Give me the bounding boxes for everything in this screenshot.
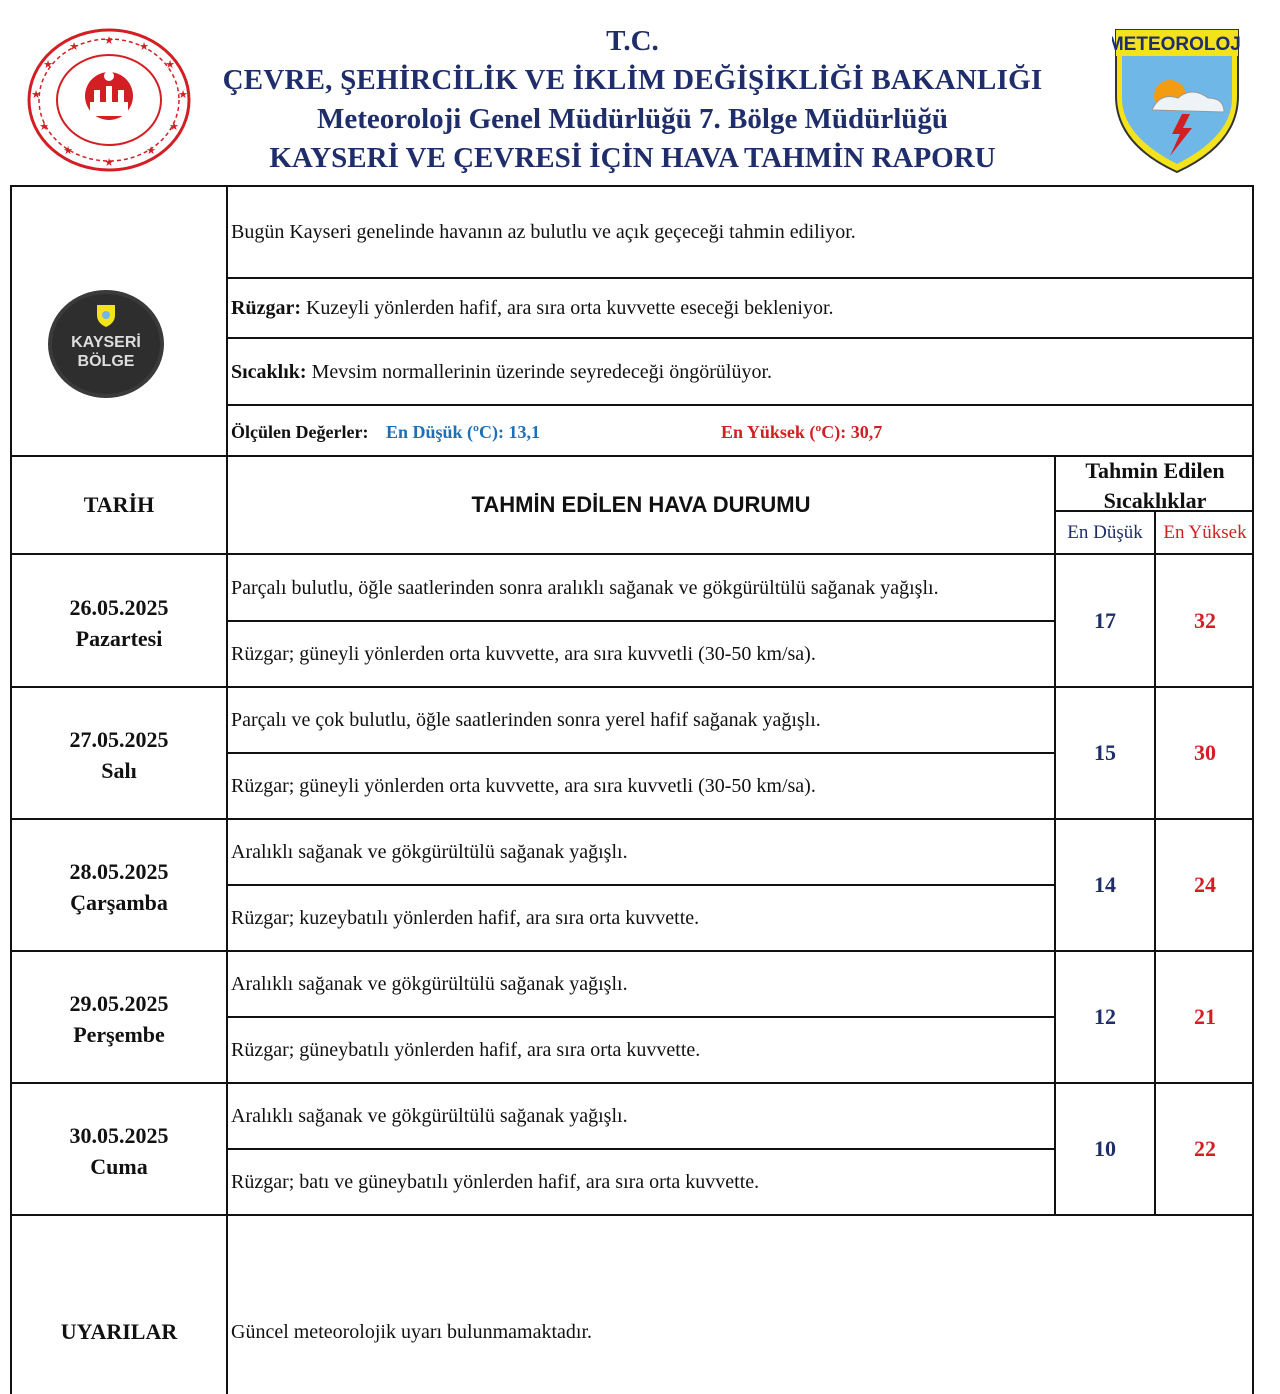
row-min-temp: 14 [1094, 872, 1116, 897]
column-header-max: En Yüksek [1163, 522, 1247, 543]
column-header-temps [1056, 456, 1254, 516]
report-header [0, 0, 1280, 186]
svg-text:★: ★ [104, 35, 114, 47]
ministry-seal-icon [26, 28, 192, 173]
row-wind: Rüzgar; güneybatılı yönlerden hafif, ara sıra orta kuvvette. [231, 1039, 701, 1061]
summary-wind [231, 296, 834, 320]
row-min-temp: 17 [1094, 608, 1116, 633]
summary-general: Bugün Kayseri genelinde havanın az bulutlu ve açık geçeceği tahmin ediliyor. [231, 221, 856, 243]
grid-hline [227, 1148, 1055, 1150]
header-line-1: T.C. [606, 25, 659, 57]
grid-hline [10, 950, 1254, 952]
grid-hline [227, 404, 1254, 406]
badge-line-2: BÖLGE [77, 353, 135, 370]
row-wind: Rüzgar; kuzeybatılı yönlerden hafif, ara sıra orta kuvvette. [231, 907, 700, 929]
column-header-forecast: TAHMİN EDİLEN HAVA DURUMU [471, 492, 811, 517]
row-min-temp: 15 [1094, 740, 1116, 765]
svg-text:★: ★ [69, 41, 79, 53]
table-row-date [12, 1120, 226, 1182]
header-titles [195, 22, 1070, 178]
table-row-date [12, 724, 226, 786]
row-wind: Rüzgar; batı ve güneybatılı yönlerden hafif, ara sıra orta kuvvette. [231, 1171, 760, 1193]
directorate-name: Meteoroloji Genel Müdürlüğü 7. Bölge Müdürlüğü [316, 103, 949, 135]
grid-hline [227, 752, 1055, 754]
row-weather: Parçalı bulutlu, öğle saatlerinden sonra aralıklı sağanak ve gökgürültülü sağanak yağışlı. [231, 577, 939, 599]
svg-text:★: ★ [165, 59, 175, 71]
grid-hline [227, 277, 1254, 279]
svg-text:★: ★ [104, 157, 114, 169]
row-day: Cuma [90, 1154, 148, 1179]
measured-min: En Düşük (ºC): 13,1 [386, 422, 540, 442]
row-day: Perşembe [73, 1022, 165, 1047]
row-weather: Aralıklı sağanak ve gökgürültülü sağanak yağışlı. [231, 841, 628, 863]
row-date: 30.05.2025 [69, 1123, 169, 1148]
row-date: 27.05.2025 [69, 727, 169, 752]
row-day: Salı [101, 758, 137, 783]
svg-text:★: ★ [63, 145, 73, 157]
grid-hline [10, 1214, 1254, 1216]
summary-temp-text: Mevsim normallerinin üzerinde seyredeceği öngörülüyor. [311, 361, 772, 383]
row-max-temp: 24 [1194, 872, 1216, 897]
row-weather: Parçalı ve çok bulutlu, öğle saatlerinden sonra yerel hafif sağanak yağışlı. [231, 709, 821, 731]
svg-text:★: ★ [169, 121, 179, 133]
badge-line-1: KAYSERİ [71, 334, 141, 351]
grid-vline-temps [1054, 456, 1056, 1216]
grid-hline [227, 1016, 1055, 1018]
grid-hline [10, 553, 1254, 555]
grid-hline [227, 337, 1254, 339]
row-date: 26.05.2025 [69, 595, 169, 620]
report-title: KAYSERİ VE ÇEVRESİ İÇİN HAVA TAHMİN RAPORU [269, 142, 996, 174]
row-min-temp: 10 [1094, 1136, 1116, 1161]
row-wind: Rüzgar; güneyli yönlerden orta kuvvette, ara sıra kuvvetli (30-50 km/sa). [231, 775, 816, 797]
row-max-temp: 22 [1194, 1136, 1216, 1161]
table-row-date [12, 592, 226, 654]
table-row-date [12, 856, 226, 918]
grid-hline [10, 1082, 1254, 1084]
row-min-temp: 12 [1094, 1004, 1116, 1029]
row-max-temp: 30 [1194, 740, 1216, 765]
grid-vline-date [226, 186, 228, 1394]
ministry-name: ÇEVRE, ŞEHİRCİLİK VE İKLİM DEĞİŞİKLİĞİ BAKANLIĞI [222, 64, 1043, 96]
row-wind: Rüzgar; güneyli yönlerden orta kuvvette, ara sıra kuvvetli (30-50 km/sa). [231, 643, 816, 665]
svg-text:★: ★ [139, 41, 149, 53]
grid-hline [227, 620, 1055, 622]
row-weather: Aralıklı sağanak ve gökgürültülü sağanak yağışlı. [231, 973, 628, 995]
row-max-temp: 32 [1194, 608, 1216, 633]
svg-text:★: ★ [43, 59, 53, 71]
row-day: Çarşamba [70, 890, 168, 915]
column-header-date: TARİH [83, 492, 155, 517]
measured-label: Ölçülen Değerler: [231, 422, 369, 442]
row-max-temp: 21 [1194, 1004, 1216, 1029]
column-header-min: En Düşük [1067, 522, 1143, 543]
met-logo-text: METEOROLOJİ [1112, 34, 1242, 55]
warnings-label: UYARILAR [60, 1319, 178, 1344]
row-date: 29.05.2025 [69, 991, 169, 1016]
temps-header-line-2: Sıcaklıklar [1103, 488, 1207, 513]
measured-max: En Yüksek (ºC): 30,7 [721, 422, 883, 442]
svg-text:★: ★ [39, 121, 49, 133]
summary-wind-label: Rüzgar: [231, 297, 301, 319]
grid-hline [227, 884, 1055, 886]
row-day: Pazartesi [75, 626, 163, 651]
svg-text:★: ★ [146, 145, 156, 157]
table-row-date [12, 988, 226, 1050]
temps-header-line-1: Tahmin Edilen [1085, 458, 1225, 483]
row-date: 28.05.2025 [69, 859, 169, 884]
svg-text:★: ★ [178, 89, 188, 101]
summary-temp-label: Sıcaklık: [231, 361, 307, 383]
row-weather: Aralıklı sağanak ve gökgürültülü sağanak yağışlı. [231, 1105, 628, 1127]
kayseri-bolge-badge [47, 289, 165, 399]
grid-hline [10, 686, 1254, 688]
warnings-text: Güncel meteorolojik uyarı bulunmamaktadır. [231, 1321, 593, 1343]
meteorology-shield-icon [1112, 26, 1242, 174]
grid-hline [10, 818, 1254, 820]
summary-wind-text: Kuzeyli yönlerden hafif, ara sıra orta kuvvette eseceği bekleniyor. [305, 297, 834, 319]
svg-text:★: ★ [31, 89, 41, 101]
summary-temperature [231, 360, 772, 384]
